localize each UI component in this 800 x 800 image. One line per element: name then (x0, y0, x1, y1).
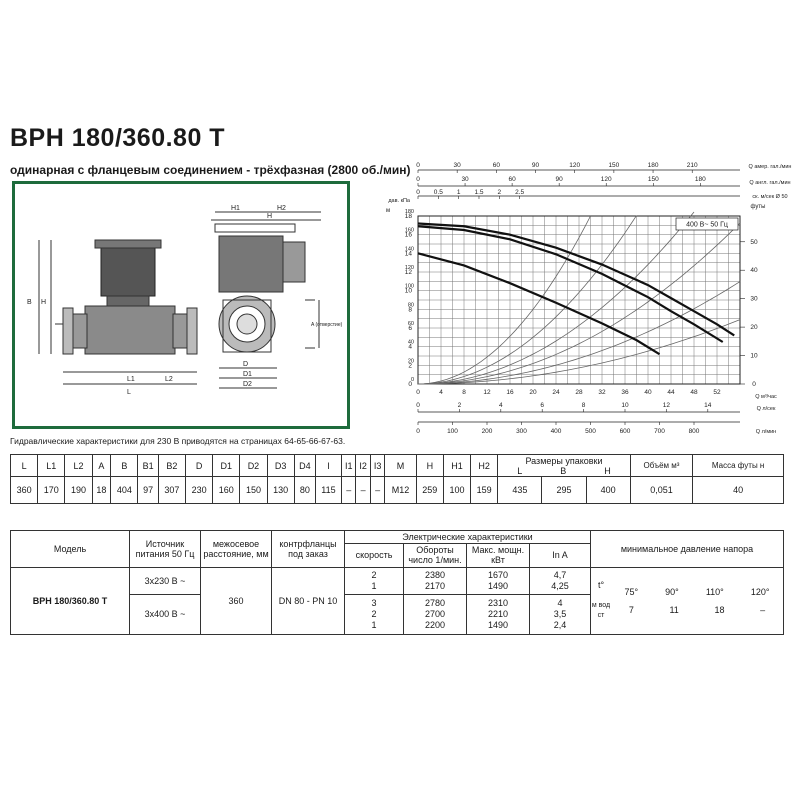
x-tick-m3h: 24 (552, 389, 560, 396)
temp-2: 110° (705, 586, 724, 597)
in-400-2: 2,4 (553, 620, 567, 631)
dim-label-h-top: H (267, 213, 273, 220)
header-flanges: контрфланцы под заказ (272, 531, 345, 568)
dim-header-7: D (185, 455, 212, 477)
dim-label-d: D (243, 361, 249, 368)
top-tick-vel: 0.5 (433, 189, 443, 196)
top-tick-imp: 180 (647, 162, 659, 169)
x-tick-m3h: 4 (439, 389, 443, 396)
y-tick-kpa: 80 (407, 302, 414, 309)
top-tick-imp: 90 (531, 162, 540, 169)
x-axis-lmin-label: Q л/мин (755, 429, 777, 435)
dim-label-h2: H2 (277, 205, 286, 212)
packing-sub-1: B (560, 465, 567, 476)
dim-header-4: B (111, 455, 138, 477)
pressures-row (611, 605, 783, 616)
packing-value-0: 435 (498, 477, 542, 504)
pump-drawing (15, 184, 347, 426)
x-axis-ls-label: Q л/сек (756, 406, 776, 412)
dim-header-10: D3 (267, 455, 294, 477)
header-speed: скорость (345, 543, 404, 567)
temp-0: 75° (624, 586, 639, 597)
y-tick-kpa: 20 (407, 358, 414, 365)
power-400-cell (467, 595, 530, 635)
x-tick-lmin: 100 (447, 428, 458, 435)
dim-header-16: M (385, 455, 416, 477)
supply-400: 3x400 В ~ (130, 595, 201, 635)
dim-value-10: 130 (267, 477, 294, 504)
power-400-1: 2210 (487, 609, 509, 620)
top-tick-gb: 150 (647, 176, 659, 183)
x-tick-ls: 6 (540, 402, 545, 409)
x-tick-lmin: 500 (585, 428, 596, 435)
x-tick-lmin: 200 (481, 428, 493, 435)
header-rpm: Обороты число 1/мин. (404, 543, 467, 567)
dim-label-d2: D2 (243, 381, 252, 388)
dim-value-1: 170 (38, 477, 65, 504)
dim-header-11: D4 (294, 455, 315, 477)
x-tick-m3h: 52 (713, 389, 721, 396)
legend-label: 400 В~ 50 Гц (686, 221, 728, 229)
pressure-0: 7 (628, 605, 634, 615)
x-tick-ls: 4 (498, 402, 503, 409)
in-400-0: 4 (557, 598, 563, 609)
rpm-230-cell (404, 568, 467, 595)
technical-drawing-frame (12, 181, 350, 429)
packing-value-1: 295 (542, 477, 586, 504)
power-400-0: 2310 (487, 598, 509, 609)
power-230-1: 1490 (487, 581, 509, 592)
dim-header-12: I (315, 455, 341, 477)
top-tick-imp: 30 (453, 162, 461, 169)
dim-header-18: H1 (443, 455, 470, 477)
y-tick-kpa: 60 (407, 321, 414, 327)
y-tick-m: 2 (408, 362, 412, 370)
pressure-3: – (760, 605, 766, 615)
y-tick-kpa: 100 (404, 283, 414, 290)
power-400-2: 1490 (487, 620, 509, 631)
speed-400-1: 2 (371, 609, 377, 620)
top-axis-gb-label: Q англ. гал./мин (749, 180, 791, 186)
dim-value-2: 190 (65, 477, 92, 504)
speed-400-cell (345, 595, 404, 635)
model-name: ВРН 180/360.80 Т (11, 568, 130, 635)
dim-value-8: 160 (213, 477, 240, 504)
x-tick-ls: 10 (621, 402, 629, 409)
volume-value: 0,051 (630, 477, 693, 504)
top-tick-gb: 60 (508, 176, 516, 183)
rpm-230-1: 2170 (424, 581, 446, 592)
header-electric: Элeктрические характеристики (345, 531, 591, 544)
power-230-cell (467, 568, 530, 595)
hydraulic-note: Гидравлические характеристики для 230 В приводятся на страницах 64-65-66-67-63. (10, 436, 346, 446)
dim-header-3: A (92, 455, 111, 477)
y-tick-m: 10 (404, 287, 412, 295)
dim-value-0: 360 (11, 477, 38, 504)
speed-230-1: 1 (371, 581, 377, 592)
top-tick-vel: 2 (497, 189, 502, 196)
in-400-1: 3,5 (553, 609, 567, 620)
x-tick-ls: 8 (581, 402, 586, 409)
pump-curve-2 (418, 253, 660, 354)
rpm-400-1: 2700 (424, 609, 446, 620)
x-tick-ls: 12 (662, 402, 671, 409)
header-in: In A (530, 543, 591, 567)
top-tick-gb: 90 (555, 176, 563, 183)
dim-value-11: 80 (294, 477, 315, 504)
top-tick-gb: 120 (600, 176, 612, 183)
dim-value-5: 97 (138, 477, 158, 504)
y-tick-m: 18 (404, 213, 412, 220)
dim-label-h1: H1 (231, 205, 240, 212)
in-230-0: 4,7 (553, 570, 567, 581)
x-tick-ls: 14 (704, 402, 712, 409)
dim-header-5: B1 (138, 455, 158, 477)
x-tick-lmin: 300 (516, 428, 527, 435)
x-tick-m3h: 12 (483, 389, 491, 396)
y-tick-kpa: 40 (407, 339, 414, 346)
y-tick-ft: 40 (750, 267, 758, 275)
dim-value-13: – (342, 477, 356, 504)
dim-header-15: I3 (370, 455, 384, 477)
y-tick-kpa: 180 (404, 209, 414, 215)
y-axis-ft-label: футы (750, 204, 766, 210)
top-tick-imp: 60 (492, 162, 500, 169)
in-230-1: 4,25 (551, 581, 569, 592)
packing-sub-0: L (517, 465, 523, 476)
page-subtitle: одинарная с фланцевым соединением - трёхфазная (2800 об./мин) (10, 163, 411, 177)
pressure-2: 18 (714, 605, 725, 615)
temp-1: 90° (665, 586, 679, 597)
min-pressure-values (611, 568, 784, 635)
dim-label-l1: L1 (127, 376, 135, 383)
y-tick-kpa: 140 (404, 246, 414, 253)
top-tick-gb: 0 (416, 176, 420, 183)
x-tick-lmin: 400 (550, 428, 562, 435)
dim-label-d1: D1 (243, 371, 252, 378)
pressure-label: м вод ст (591, 601, 611, 620)
dim-value-17: 259 (416, 477, 443, 504)
header-supply: Источник питания 50 Гц (130, 531, 201, 568)
dim-value-19: 159 (471, 477, 498, 504)
packing-sub-2: H (604, 465, 611, 476)
header-model: Модель (11, 531, 130, 568)
y-tick-m: 12 (404, 269, 412, 276)
packing-value-2: 400 (586, 477, 630, 504)
dim-value-14: – (356, 477, 370, 504)
packing-header-cell (498, 455, 630, 477)
dim-value-7: 230 (185, 477, 212, 504)
y-tick-ft: 20 (750, 324, 758, 332)
y-tick-m: 0 (408, 381, 412, 388)
min-pressure-labels (591, 568, 612, 635)
y-tick-ft: 0 (752, 381, 756, 388)
power-230-0: 1670 (487, 570, 509, 581)
pump-curve-1 (418, 226, 723, 342)
dim-value-9: 150 (240, 477, 267, 504)
dim-label-l2: L2 (165, 376, 173, 383)
dim-value-12: 115 (315, 477, 341, 504)
top-tick-imp: 210 (686, 162, 698, 169)
dim-header-1: L1 (38, 455, 65, 477)
y-tick-ft: 10 (750, 352, 758, 360)
x-tick-ls: 2 (457, 402, 462, 409)
dim-value-3: 18 (92, 477, 111, 504)
counter-flanges: DN 80 - PN 10 (272, 568, 345, 635)
rpm-400-0: 2780 (424, 598, 446, 609)
y-tick-m: 14 (404, 250, 412, 258)
dim-label-l: L (127, 389, 131, 396)
rpm-400-2: 2200 (424, 620, 446, 631)
x-tick-m3h: 16 (506, 389, 514, 396)
dim-header-6: B2 (158, 455, 185, 477)
dim-header-0: L (11, 455, 38, 477)
x-tick-m3h: 32 (598, 389, 606, 396)
x-tick-m3h: 40 (644, 389, 652, 396)
top-tick-imp: 150 (608, 162, 620, 169)
x-tick-lmin: 0 (416, 428, 420, 435)
temp-label: t° (597, 580, 605, 591)
top-tick-vel: 2.5 (515, 189, 525, 196)
x-tick-lmin: 600 (619, 428, 631, 435)
dim-value-16: M12 (385, 477, 416, 504)
dim-header-19: H2 (471, 455, 498, 477)
dim-label-a: A (отверстие) (311, 322, 343, 328)
top-tick-vel: 1.5 (474, 189, 484, 196)
mass-header: Масса футы н (693, 455, 784, 477)
dim-label-h: H (41, 299, 47, 306)
y-tick-kpa: 0 (410, 377, 414, 383)
y-axis-kpa-label: дав. кПа (388, 198, 410, 204)
x-tick-m3h: 44 (667, 389, 675, 396)
x-tick-m3h: 20 (529, 389, 537, 396)
in-400-cell (530, 595, 591, 635)
packing-header: Размеры упаковки (525, 455, 603, 466)
top-tick-vel: 0 (416, 189, 420, 196)
temps-row (611, 587, 783, 598)
y-tick-ft: 30 (750, 295, 758, 303)
x-axis-m3h-label: Q м³/час (755, 394, 777, 400)
specifications-table (10, 530, 784, 635)
mass-value: 40 (693, 477, 784, 504)
speed-230-0: 2 (371, 570, 377, 581)
top-axis-imp-label: Q амер. гал./мин (748, 164, 792, 170)
header-min-pressure: минимальное давление напора (591, 531, 784, 568)
speed-400-0: 3 (371, 598, 377, 609)
dim-header-14: I2 (356, 455, 370, 477)
top-axis-vel-label: ск. м/сек Ø 50 (752, 194, 788, 200)
dim-header-2: L2 (65, 455, 92, 477)
x-tick-m3h: 28 (575, 389, 583, 396)
dim-header-9: D2 (240, 455, 267, 477)
dim-header-13: I1 (342, 455, 356, 477)
y-tick-kpa: 120 (404, 265, 414, 271)
y-axis-m-label: м (385, 208, 391, 214)
supply-230: 3x230 В ~ (130, 568, 201, 595)
page-title: ВРН 180/360.80 Т (10, 124, 226, 152)
top-tick-gb: 30 (461, 176, 469, 183)
temp-3: 120° (750, 586, 770, 597)
rpm-400-cell (404, 595, 467, 635)
dim-value-6: 307 (158, 477, 185, 504)
dim-header-8: D1 (213, 455, 240, 477)
x-tick-lmin: 800 (688, 428, 700, 435)
in-230-cell (530, 568, 591, 595)
x-tick-lmin: 700 (654, 428, 665, 435)
y-tick-m: 16 (404, 231, 412, 239)
volume-header: Объём м³ (630, 455, 693, 477)
dim-label-b: B (27, 299, 32, 306)
dim-value-4: 404 (111, 477, 138, 504)
y-tick-m: 6 (408, 325, 412, 332)
top-tick-imp: 0 (416, 162, 420, 169)
speed-230-cell (345, 568, 404, 595)
dimensions-table (10, 454, 784, 504)
speed-400-2: 1 (371, 620, 377, 631)
x-tick-m3h: 0 (416, 389, 420, 396)
y-tick-ft: 50 (750, 238, 758, 246)
top-tick-vel: 1 (456, 189, 461, 196)
dim-value-18: 100 (443, 477, 470, 504)
header-distance: межосевое расстояние, мм (201, 531, 272, 568)
pressure-1: 11 (669, 605, 679, 615)
x-tick-m3h: 48 (690, 389, 698, 396)
top-tick-imp: 120 (569, 162, 581, 169)
y-tick-m: 8 (408, 306, 412, 314)
dim-value-15: – (370, 477, 384, 504)
top-tick-gb: 180 (694, 176, 706, 183)
dim-header-17: H (416, 455, 443, 477)
x-tick-m3h: 8 (462, 389, 466, 396)
x-tick-m3h: 36 (621, 389, 629, 396)
performance-chart (368, 158, 796, 435)
y-tick-kpa: 160 (404, 227, 414, 234)
header-power: Макс. мощн. кВт (467, 543, 530, 567)
y-tick-m: 4 (408, 343, 412, 351)
center-distance: 360 (201, 568, 272, 635)
x-tick-ls: 0 (416, 402, 420, 409)
rpm-230-0: 2380 (424, 570, 446, 581)
